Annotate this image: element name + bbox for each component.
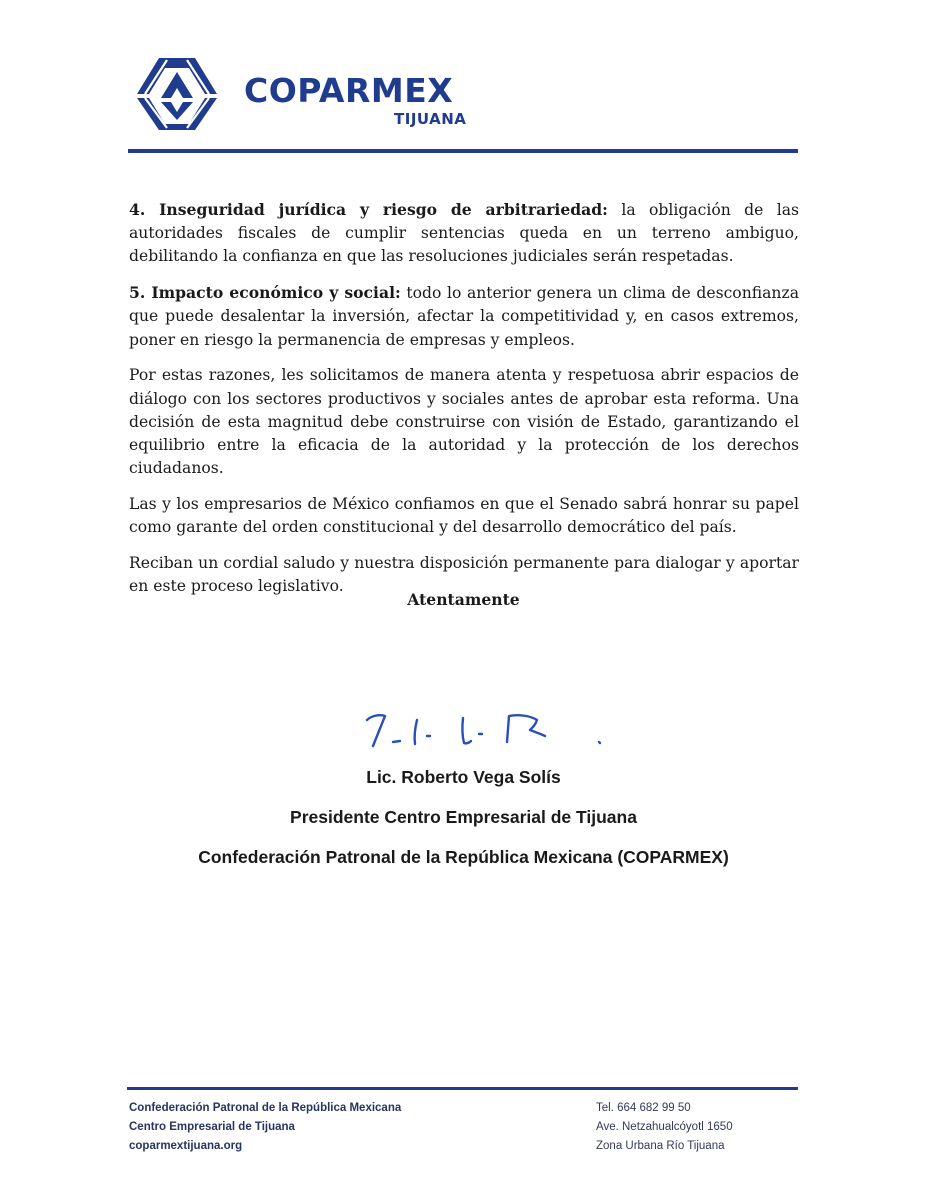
- paragraph-confidence: [129, 493, 799, 539]
- paragraph-text: la obligación de las autoridades fiscales de cumplir sentencias queda en un terreno ambiguo, debilitando la confianza en que las resoluciones judiciales serán respetadas.: [129, 201, 799, 266]
- footer-organization-info: [129, 1099, 401, 1156]
- letter-body: [129, 198, 799, 611]
- footer-org-name: Confederación Patronal de la República Mexicana: [129, 1102, 402, 1114]
- paragraph-point-4: [129, 198, 799, 269]
- paragraph-text: Por estas razones, les solicitamos de manera atenta y respetuosa abrir espacios de diálogo con los sectores productivos y sociales antes de aprobar esta reforma. Una decisión de esta magnitud debe construirse con visión de Estado, garantizando el equilibrio entre la eficacia de la autoridad y la protección de los derechos ciudadanos.: [129, 366, 799, 478]
- brand-city: TIJUANA: [394, 110, 467, 128]
- paragraph-heading: 5. Impacto económico y social:: [129, 283, 401, 303]
- footer-phone: Tel. 664 682 99 50: [596, 1102, 691, 1114]
- signatory-name: Lic. Roberto Vega Solís: [366, 767, 561, 787]
- paragraph-point-5: [129, 281, 799, 352]
- footer-website-link[interactable]: coparmextijuana.org: [129, 1140, 243, 1152]
- paragraph-text: Reciban un cordial saludo y nuestra disposición permanente para dialogar y aportar en este proceso legislativo.: [129, 554, 799, 596]
- brand-name: COPARMEX: [244, 71, 454, 110]
- footer-divider: [127, 1087, 798, 1090]
- paragraph-heading: 4. Inseguridad jurídica y riesgo de arbitrariedad:: [129, 200, 608, 219]
- paragraph-text: Las y los empresarios de México confiamos en que el Senado sabrá honrar su papel como garante del orden constitucional y del desarrollo democrático del país.: [129, 495, 799, 537]
- paragraph-text: todo lo anterior genera un clima de desconfianza que puede desalentar la inversión, afectar la competitividad y, en casos extremos, poner en riesgo la permanencia de empresas y empleos.: [129, 284, 799, 349]
- closing-salutation: Atentamente: [407, 590, 520, 609]
- handwritten-signature: [355, 700, 625, 752]
- header-divider: [128, 149, 798, 153]
- footer-address-zone: Zona Urbana Río Tijuana: [596, 1140, 725, 1152]
- signatory-title: Presidente Centro Empresarial de Tijuana: [290, 807, 637, 827]
- footer-center-name: Centro Empresarial de Tijuana: [129, 1121, 295, 1133]
- signatory-organization: Confederación Patronal de la República Mexicana (COPARMEX): [198, 847, 729, 867]
- coparmex-logo-icon: [137, 58, 217, 130]
- footer-address-street: Ave. Netzahualcóyotl 1650: [596, 1121, 733, 1133]
- footer-contact-info: [596, 1099, 733, 1156]
- paragraph-request: [129, 364, 799, 480]
